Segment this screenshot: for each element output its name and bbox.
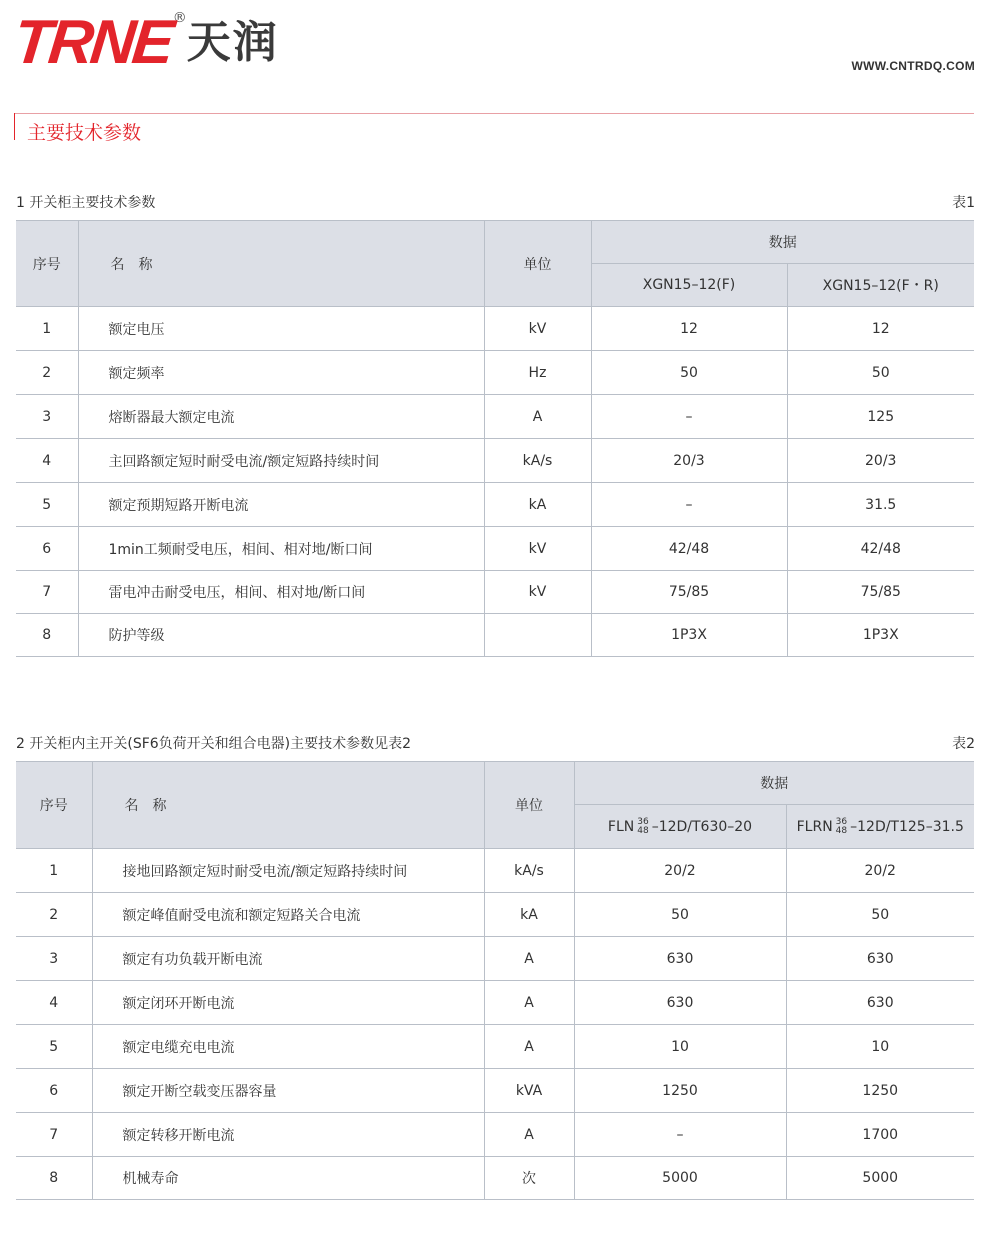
header-no: 序号 [16,221,78,307]
table-row [16,981,974,1025]
cell-no: 8 [16,1157,92,1200]
cell-value-a: 20/3 [591,439,787,483]
table-row [16,1157,974,1200]
cell-unit: kVA [484,1069,574,1113]
cell-value-a: – [591,483,787,527]
header-model-b [786,805,974,849]
cell-value-a: 1250 [574,1069,786,1113]
cell-name: 额定闭环开断电流 [92,981,484,1025]
cell-name: 额定电压 [78,307,484,351]
cell-no: 5 [16,483,78,527]
cell-value-a: 50 [591,351,787,395]
table2-caption: 2 开关柜内主开关(SF6负荷开关和组合电器)主要技术参数见表2 [16,736,412,752]
table-row [16,439,974,483]
cell-no: 7 [16,1113,92,1157]
table-row [16,395,974,439]
cell-no: 3 [16,937,92,981]
cell-name: 额定频率 [78,351,484,395]
cell-value-b: 1700 [786,1113,974,1157]
model-b-sub: 48 [835,825,848,836]
table2-spec-table [16,761,974,1200]
table-row [16,527,974,571]
table-row [16,1025,974,1069]
cell-unit: kA/s [484,849,574,893]
header-model-a: XGN15–12(F) [591,264,787,307]
cell-unit: A [484,1025,574,1069]
header-name: 名 称 [78,221,484,307]
table2-label: 表2 [952,736,975,752]
cell-no: 5 [16,1025,92,1069]
cell-name: 1min工频耐受电压，相间、相对地/断口间 [78,527,484,571]
cell-no: 6 [16,527,78,571]
cell-value-a: 10 [574,1025,786,1069]
header-data: 数据 [591,221,974,264]
cell-name: 防护等级 [78,614,484,657]
cell-unit: A [484,981,574,1025]
cell-unit: kA [484,483,591,527]
cell-value-a: 75/85 [591,571,787,614]
website-url: WWW.CNTRDQ.COM [851,59,975,73]
cell-value-b: 5000 [786,1157,974,1200]
cell-no: 6 [16,1069,92,1113]
cell-value-a: 5000 [574,1157,786,1200]
cell-unit: kV [484,307,591,351]
table1-spec-table [16,220,974,657]
cell-value-b: 31.5 [787,483,974,527]
cell-value-a: 12 [591,307,787,351]
header-data: 数据 [574,762,974,805]
cell-name: 额定开断空载变压器容量 [92,1069,484,1113]
cell-value-b: 12 [787,307,974,351]
cell-unit: Hz [484,351,591,395]
cell-no: 8 [16,614,78,657]
cell-value-b: 20/2 [786,849,974,893]
cell-value-b: 10 [786,1025,974,1069]
model-a-fraction [637,818,648,836]
cell-value-b: 1P3X [787,614,974,657]
model-a-sub: 48 [637,825,649,836]
model-a-prefix: FLN [607,818,635,835]
model-b-prefix: FLRN [796,818,833,835]
header-no: 序号 [16,762,92,849]
cell-value-b: 630 [786,981,974,1025]
table-row [16,1069,974,1113]
logo-mark: TRNE [10,8,175,77]
model-a-sup: 36 [637,816,649,827]
cell-unit: kA/s [484,439,591,483]
table1-label: 表1 [952,195,975,211]
header-model-a [574,805,786,849]
cell-name: 额定转移开断电流 [92,1113,484,1157]
cell-unit [484,614,591,657]
cell-name: 主回路额定短时耐受电流/额定短路持续时间 [78,439,484,483]
cell-value-a: – [574,1113,786,1157]
section-title: 主要技术参数 [27,122,142,144]
table-row [16,1113,974,1157]
table1-caption: 1 开关柜主要技术参数 [16,195,156,211]
cell-value-a: 630 [574,981,786,1025]
header-divider [14,113,974,114]
model-a-suffix: –12D/T630–20 [651,818,753,835]
header-unit: 单位 [484,762,574,849]
table-row [16,937,974,981]
header-model-b: XGN15–12(F・R) [787,264,974,307]
cell-name: 熔断器最大额定电流 [78,395,484,439]
cell-value-b: 20/3 [787,439,974,483]
table-row [16,351,974,395]
cell-unit: A [484,937,574,981]
cell-unit: A [484,1113,574,1157]
cell-name: 雷电冲击耐受电压，相间、相对地/断口间 [78,571,484,614]
cell-name: 额定峰值耐受电流和额定短路关合电流 [92,893,484,937]
table-row [16,614,974,657]
brand-logo [10,8,279,78]
cell-value-b: 125 [787,395,974,439]
cell-value-b: 630 [786,937,974,981]
cell-unit: kA [484,893,574,937]
registered-mark: ® [172,10,187,26]
cell-value-a: 1P3X [591,614,787,657]
cell-no: 2 [16,351,78,395]
logo-chinese-name: 天润 [186,17,279,68]
cell-value-b: 42/48 [787,527,974,571]
cell-no: 3 [16,395,78,439]
cell-name: 接地回路额定短时耐受电流/额定短路持续时间 [92,849,484,893]
cell-name: 机械寿命 [92,1157,484,1200]
cell-value-b: 75/85 [787,571,974,614]
table-row [16,849,974,893]
cell-no: 4 [16,439,78,483]
cell-name: 额定有功负载开断电流 [92,937,484,981]
table-row [16,483,974,527]
cell-value-a: 42/48 [591,527,787,571]
cell-value-b: 1250 [786,1069,974,1113]
cell-value-a: – [591,395,787,439]
model-b-sup: 36 [835,816,848,827]
cell-value-b: 50 [787,351,974,395]
table-row [16,893,974,937]
header-unit: 单位 [484,221,591,307]
cell-unit: kV [484,571,591,614]
cell-no: 1 [16,307,78,351]
cell-no: 4 [16,981,92,1025]
cell-no: 7 [16,571,78,614]
header-name: 名 称 [92,762,484,849]
table-row [16,571,974,614]
model-b-suffix: –12D/T125–31.5 [850,818,964,835]
cell-unit: 次 [484,1157,574,1200]
cell-unit: A [484,395,591,439]
cell-name: 额定预期短路开断电流 [78,483,484,527]
cell-name: 额定电缆充电电流 [92,1025,484,1069]
model-b-fraction [836,818,847,836]
cell-no: 1 [16,849,92,893]
cell-no: 2 [16,893,92,937]
cell-value-a: 50 [574,893,786,937]
cell-unit: kV [484,527,591,571]
cell-value-a: 20/2 [574,849,786,893]
cell-value-a: 630 [574,937,786,981]
cell-value-b: 50 [786,893,974,937]
section-marker [14,113,15,140]
table-row [16,307,974,351]
